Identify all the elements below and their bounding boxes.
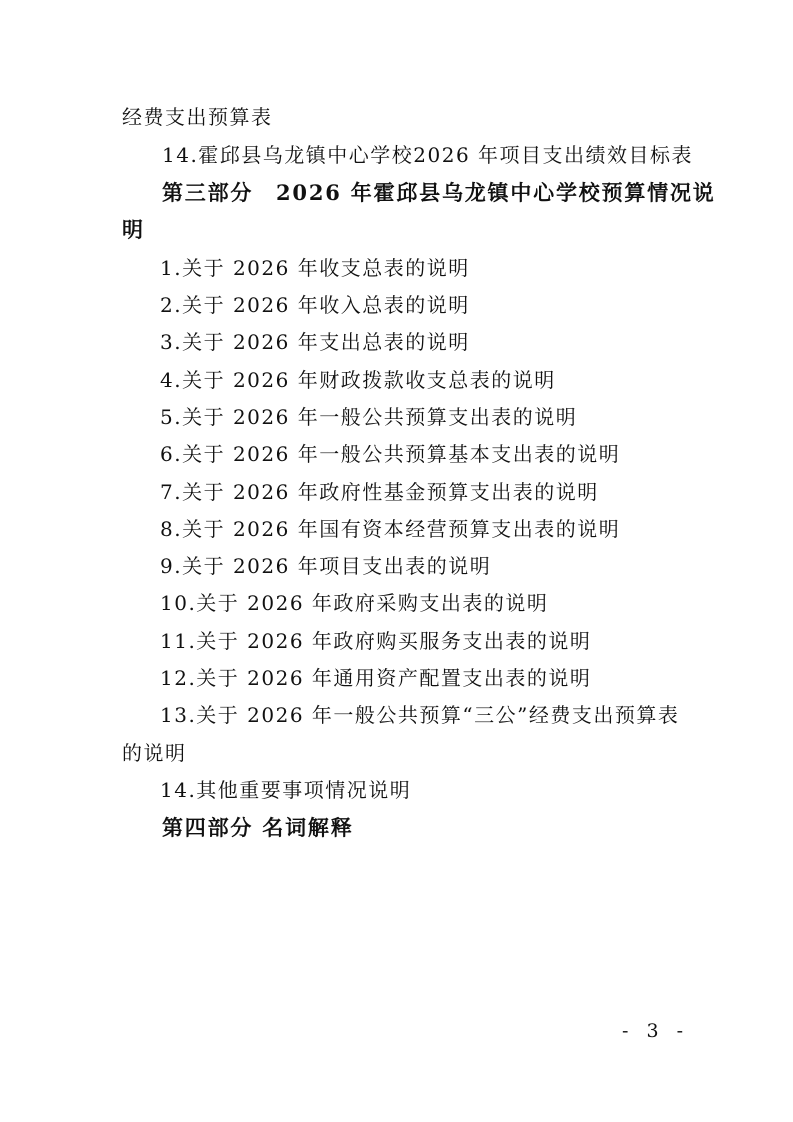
toc-item-2: 2.关于 2026 年收入总表的说明 (160, 293, 470, 317)
toc-item-11: 11.关于 2026 年政府购买服务支出表的说明 (160, 629, 592, 653)
toc-item-1: 1.关于 2026 年收支总表的说明 (160, 256, 470, 280)
section-heading-part-4: 第四部分 名词解释 (162, 815, 354, 840)
toc-item-10: 10.关于 2026 年政府采购支出表的说明 (160, 591, 549, 615)
toc-item-13: 13.关于 2026 年一般公共预算“三公”经费支出预算表 (160, 703, 680, 727)
toc-item-7: 7.关于 2026 年政府性基金预算支出表的说明 (160, 480, 599, 504)
toc-item-14-performance: 14.霍邱县乌龙镇中心学校2026 年项目支出绩效目标表 (162, 143, 694, 167)
toc-item-9: 9.关于 2026 年项目支出表的说明 (160, 554, 492, 578)
section-heading-part-3: 第三部分 2026 年霍邱县乌龙镇中心学校预算情况说 (162, 180, 716, 205)
toc-item-3: 3.关于 2026 年支出总表的说明 (160, 330, 470, 354)
toc-item-12: 12.关于 2026 年通用资产配置支出表的说明 (160, 666, 592, 690)
toc-item-13-continuation: 的说明 (122, 741, 187, 765)
toc-item-14: 14.其他重要事项情况说明 (160, 778, 412, 802)
toc-item-4: 4.关于 2026 年财政拨款收支总表的说明 (160, 368, 556, 392)
toc-item-6: 6.关于 2026 年一般公共预算基本支出表的说明 (160, 442, 621, 466)
section-heading-part-3-continuation: 明 (122, 217, 145, 242)
toc-line-continuation: 经费支出预算表 (122, 105, 273, 129)
page-number: - 3 - (622, 1020, 690, 1042)
toc-item-8: 8.关于 2026 年国有资本经营预算支出表的说明 (160, 517, 621, 541)
toc-item-5: 5.关于 2026 年一般公共预算支出表的说明 (160, 405, 578, 429)
